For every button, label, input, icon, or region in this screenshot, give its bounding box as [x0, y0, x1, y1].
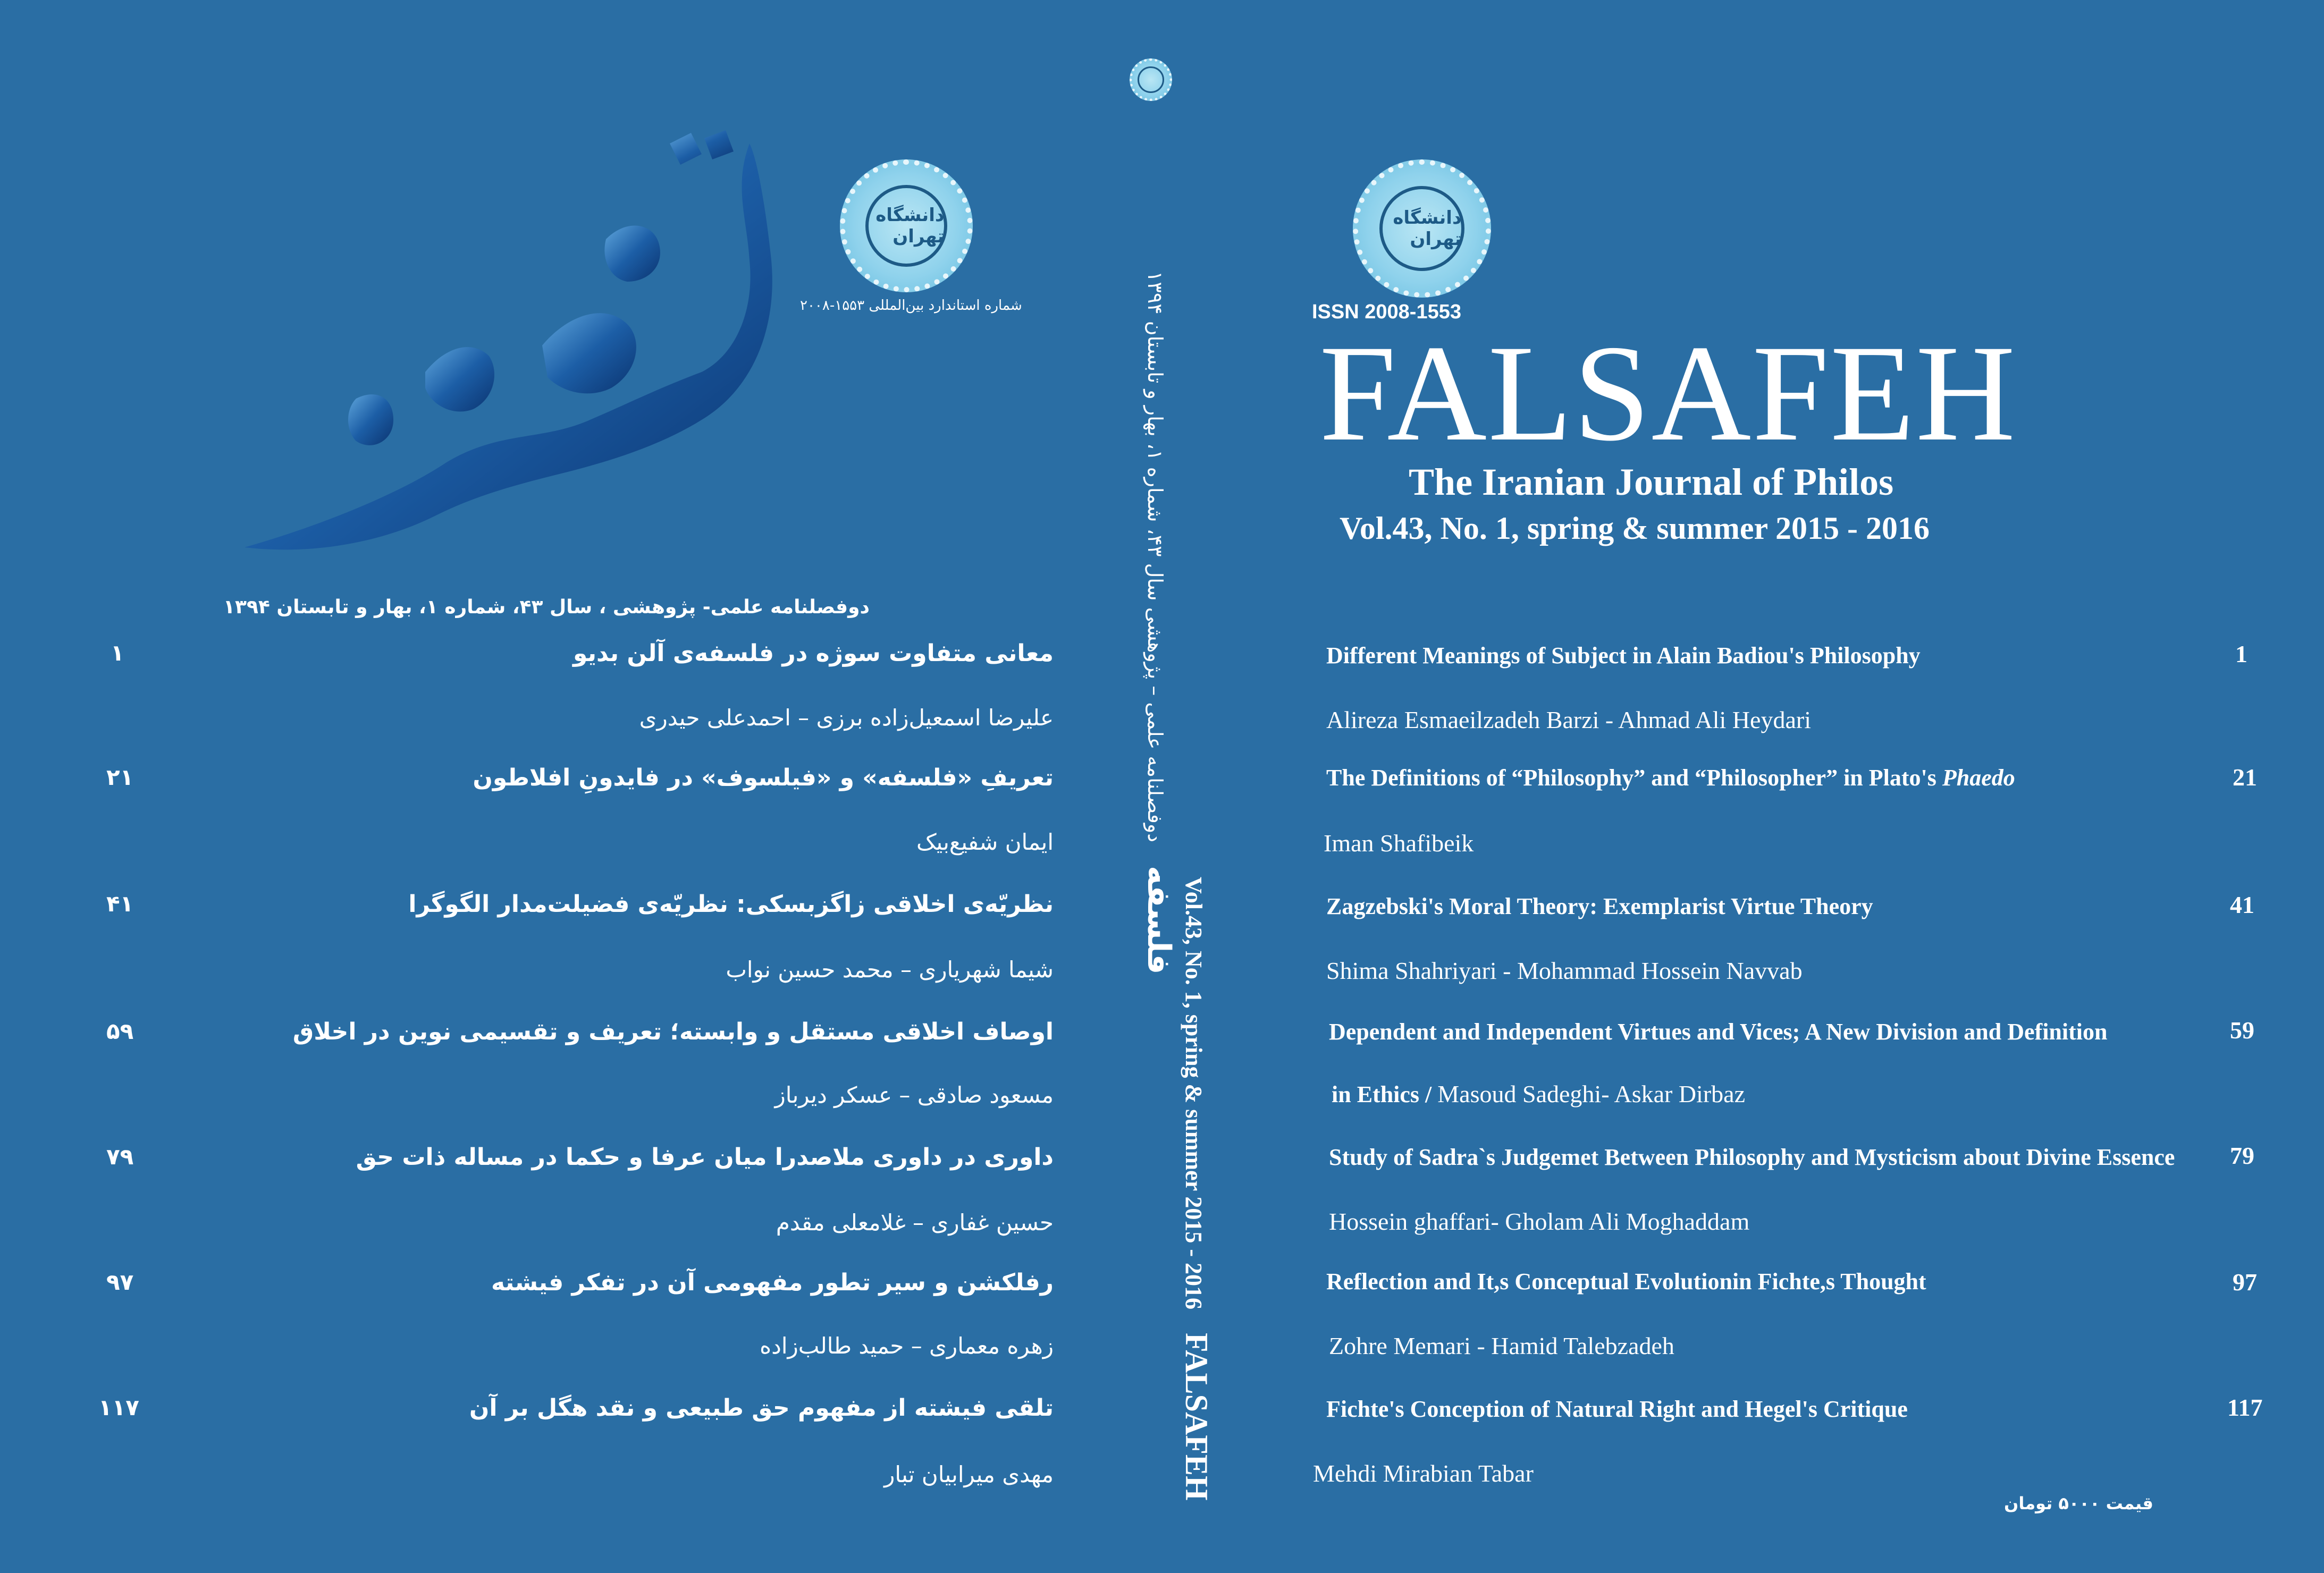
article-authors: Zohre Memari - Hamid Talebzadeh	[1329, 1332, 1674, 1359]
article-title: Zagzebski's Moral Theory: Exemplarist Virtue Theory	[1326, 893, 1873, 919]
university-seal-front	[1353, 159, 1491, 298]
price: قیمت ۵۰۰۰ تومان	[2004, 1493, 2153, 1513]
article-title: تعریفِ «فلسفه» و «فیلسوف» در فایدونِ افلاطون	[473, 764, 1054, 791]
spine-fa	[1140, 271, 1177, 975]
article-title-line2: in Ethics	[1332, 1081, 1420, 1107]
issn-fa: شماره استاندارد بین‌المللی ۱۵۵۳-۲۰۰۸	[800, 298, 1022, 314]
article-title-italic: Phaedo	[1942, 765, 2015, 791]
article-authors: مهدی میرابیان تبار	[884, 1461, 1054, 1487]
spine-title-en: FALSAFEH	[1179, 1333, 1214, 1501]
article-authors: Hossein ghaffari- Gholam Ali Moghaddam	[1329, 1208, 1750, 1235]
falsafeh-calligraphy-logo	[223, 122, 787, 563]
article-title: تلقی فیشته از مفهوم حق طبیعی و نقد هگل بر آن	[469, 1394, 1054, 1422]
spine	[1079, 0, 1217, 1573]
university-seal-back	[840, 159, 973, 292]
article-authors: Shima Shahriyari - Mohammad Hossein Navvab	[1326, 957, 1803, 984]
spine-en	[1178, 877, 1215, 1501]
seal-text: دانشگاه تهران	[1379, 186, 1465, 272]
journal-title: FALSAFEH	[1319, 317, 2017, 470]
article-page: 1	[2235, 640, 2247, 667]
article-title: Fichte's Conception of Natural Right and Hegel's Critique	[1326, 1396, 1908, 1422]
article-title-text: The Definitions of “Philosophy” and “Philosopher” in Plato's	[1326, 765, 1942, 791]
article-title: Dependent and Independent Virtues and Vices; A New Division and Definition	[1329, 1019, 2108, 1045]
article-authors: Iman Shafibeik	[1324, 830, 1474, 857]
article-page: 117	[2227, 1394, 2263, 1421]
issn: ISSN 2008-1553	[1312, 301, 1461, 323]
article-title: Reflection and It,s Conceptual Evolutionin Fichte,s Thought	[1326, 1268, 1926, 1295]
article-authors: حسین غفاری – غلامعلی مقدم	[776, 1210, 1054, 1236]
title-separator: /	[1419, 1081, 1438, 1107]
article-authors: زهره معماری – حمید طالب‌زاده	[760, 1333, 1054, 1359]
article-authors: Masoud Sadeghi- Askar Dirbaz	[1437, 1080, 1745, 1107]
seal-text: دانشگاه تهران	[865, 185, 948, 267]
article-title: رفلکشن و سیر تطور مفهومی آن در تفکر فیشته	[491, 1269, 1054, 1296]
article-title	[1326, 764, 2015, 791]
article-authors: علیرضا اسمعیل‌زاده برزی – احمدعلی حیدری	[639, 705, 1054, 731]
journal-volume: Vol.43, No. 1, spring & summer 2015 - 2016	[1340, 511, 1930, 546]
article-title: معانی متفاوت سوژه در فلسفه‌ی آلن بدیو	[572, 640, 1054, 667]
article-page: 21	[2233, 764, 2257, 791]
article-page: ۲۱	[106, 764, 134, 790]
spine-vol-en: Vol.43, No. 1, spring & summer 2015 - 2016	[1181, 877, 1207, 1310]
spine-title-fa: فلسفه	[1140, 866, 1177, 975]
spine-subtitle-fa: دوفصلنامه علمی – پژوهشی سال ۴۳، شماره ۱، بهار و تابستان ۱۳۹۴	[1143, 271, 1167, 843]
article-page: ۱۱۷	[98, 1394, 139, 1420]
article-page: 41	[2230, 891, 2254, 918]
article-authors: شیما شهریاری – محمد حسین نواب	[726, 957, 1054, 983]
article-page: ۵۹	[106, 1018, 134, 1044]
article-title-continued	[1332, 1080, 1745, 1108]
article-page: ۹۷	[106, 1269, 134, 1295]
article-authors: Mehdi Mirabian Tabar	[1313, 1460, 1534, 1487]
article-page: ۴۱	[106, 891, 134, 917]
article-page: ۱	[111, 640, 124, 666]
journal-subtitle: The Iranian Journal of Philos	[1409, 461, 1894, 503]
university-seal-spine	[1130, 58, 1172, 101]
article-page: 79	[2230, 1142, 2254, 1169]
article-title: داوری در داوری ملاصدرا میان عرفا و حکما در مساله ذات حق	[356, 1144, 1054, 1171]
article-authors: ایمان شفیع‌بیک	[916, 829, 1054, 855]
article-page: 59	[2230, 1017, 2254, 1044]
article-title: اوصاف اخلاقی مستقل و وابسته؛ تعریف و تقسیمی نوین در اخلاق	[292, 1018, 1054, 1045]
article-authors: مسعود صادقی – عسکر دیرباز	[774, 1082, 1054, 1108]
article-title: Study of Sadra`s Judgemet Between Philosophy and Mysticism about Divine Essence	[1329, 1144, 2175, 1170]
journal-subtitle-fa: دوفصلنامه علمی- پژوهشی ، سال ۴۳، شماره ۱، بهار و تابستان ۱۳۹۴	[223, 596, 870, 618]
article-title: نظریّه‌ی اخلاقی زاگزبسکی: نظریّه‌ی فضیلت‌مدار الگوگرا	[408, 891, 1054, 918]
article-page: 97	[2233, 1268, 2257, 1296]
article-title: Different Meanings of Subject in Alain Badiou's Philosophy	[1326, 642, 1921, 669]
article-page: ۷۹	[106, 1144, 134, 1170]
article-authors: Alireza Esmaeilzadeh Barzi - Ahmad Ali Heydari	[1326, 706, 1811, 733]
